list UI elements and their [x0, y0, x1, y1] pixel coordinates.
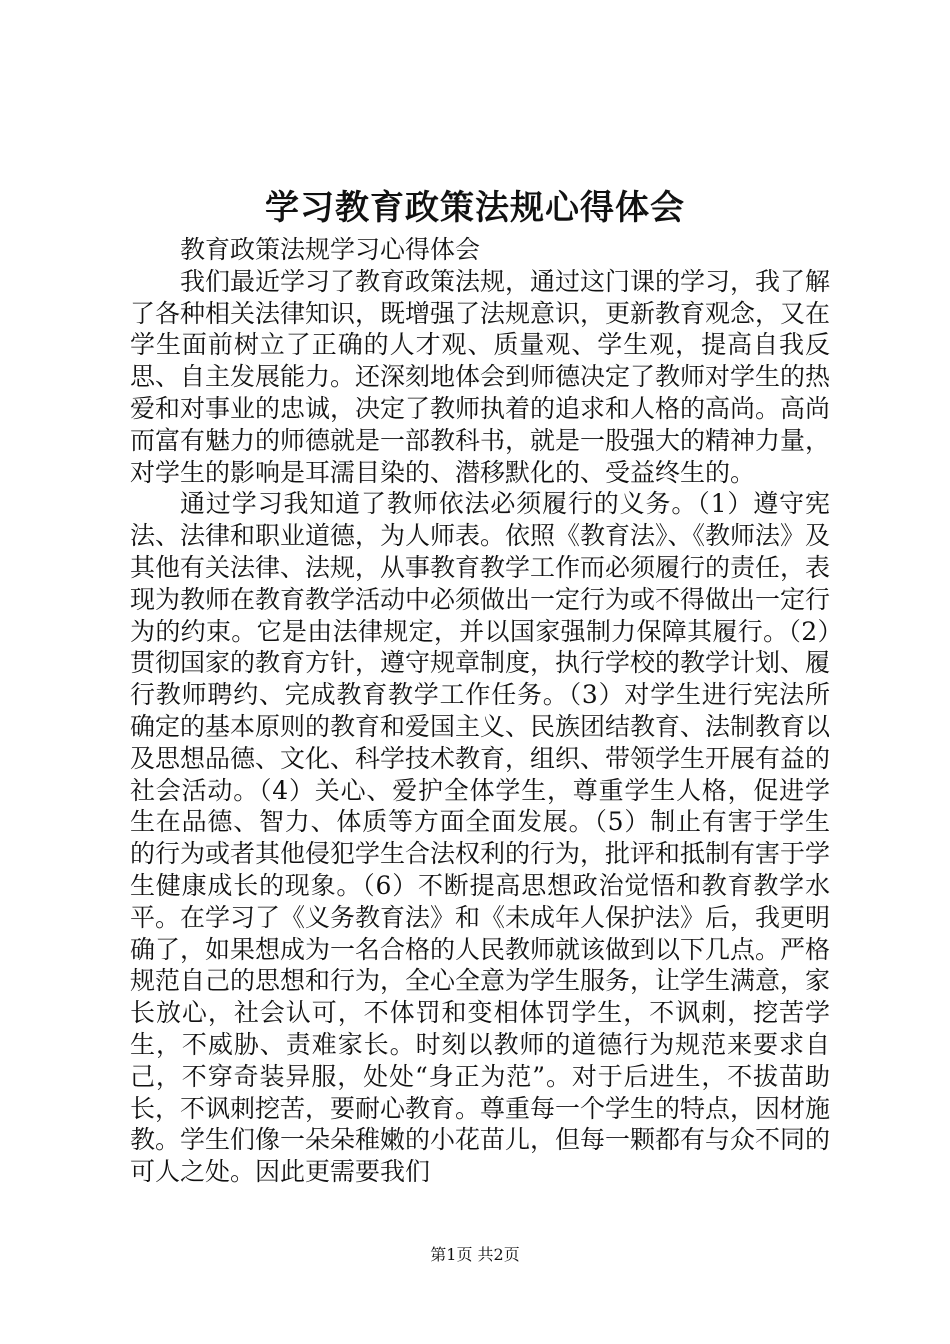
- subtitle-paragraph: 教育政策法规学习心得体会: [180, 235, 481, 264]
- body-paragraph: 我们最近学习了教育政策法规，通过这门课的学习，我了解了各种相关法律知识，既增强了法规意识，更新教育观念，又在学生面前树立了正确的人才观、质量观、学生观，提高自我反思、自主发展能力。还深刻地体会到师德决定了教师对学生的热爱和对事业的忠诚，决定了教师执着的追求和人格的高尚。高尚而富有魅力的师德就是一部教科书，就是一股强大的精神力量，对学生的影响是耳濡目染的、潜移默化的、受益终生的。: [130, 266, 831, 487]
- page-number-footer: 第1页 共2页: [430, 1245, 520, 1264]
- document-title: 学习教育政策法规心得体会: [265, 188, 685, 228]
- body-paragraph: 通过学习我知道了教师依法必须履行的义务。（1）遵守宪法、法律和职业道德，为人师表。依照《教育法》、《教师法》及其他有关法律、法规，从事教育教学工作而必须履行的责任，表现为教师在教育教学活动中必须做出一定行为或不得做出一定行为的约束。它是由法律规定，并以国家强制力保障其履行。（2）贯彻国家的教育方针，遵守规章制度，执行学校的教学计划、履行教师聘约、完成教育教学工作任务。（3）对学生进行宪法所确定的基本原则的教育和爱国主义、民族团结教育、法制教育以及思想品德、文化、科学技术教育，组织、带领学生开展有益的社会活动。（4）关心、爱护全体学生，尊重学生人格，促进学生在品德、智力、体质等方面全面发展。（5）制止有害于学生的行为或者其他侵犯学生合法权利的行为，批评和抵制有害于学生健康成长的现象。（6）不断提高思想政治觉悟和教育教学水平。在学习了《义务教育法》和《未成年人保护法》后，我更明确了，如果想成为一名合格的人民教师就该做到以下几点。严格规范自己的思想和行为，全心全意为学生服务，让学生满意，家长放心，社会认可，不体罚和变相体罚学生，不讽刺，挖苦学生，不威胁、责难家长。时刻以教师的道德行为规范来要求自己，不穿奇装异服，处处“身正为范”。对于后进生，不拔苗助长，不讽刺挖苦，要耐心教育。尊重每一个学生的特点，因材施教。学生们像一朵朵稚嫩的小花苗儿，但每一颗都有与众不同的可人之处。因此更需要我们: [130, 489, 831, 1187]
- document-body: [130, 234, 830, 1188]
